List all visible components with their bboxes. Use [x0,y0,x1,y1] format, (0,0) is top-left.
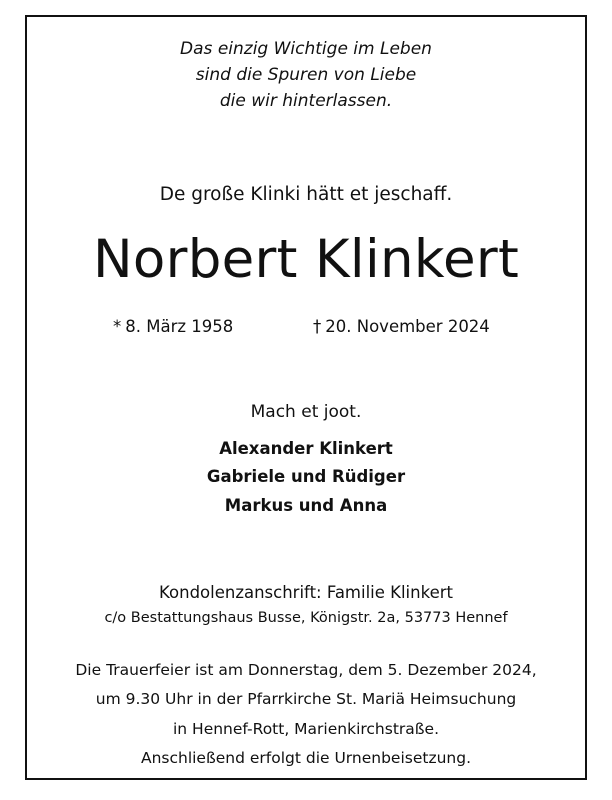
intro-text: De große Klinki hätt et jeschaff. [159,184,453,205]
service-line-3: in Hennef-Rott, Marienkirchstraße. [172,720,440,738]
life-dates [27,317,585,341]
service-line-4: Anschließend erfolgt die Urnenbeisetzung. [140,749,472,767]
motto-line-1: Das einzig Wichtige im Leben [180,39,432,59]
condolence-address: c/o Bestattungshaus Busse, Königstr. 2a, 53773 Hennef [104,610,508,626]
condolence-label: Kondolenzanschrift: Familie Klinkert [159,583,453,602]
service-line-1: Die Trauerfeier ist am Donnerstag, dem 5. Dezember 2024, [75,661,537,679]
obituary-frame [25,15,587,780]
family-member-1: Alexander Klinkert [219,439,393,458]
death-cross-icon: † [313,317,322,336]
death-date: 20. November 2024 [325,317,490,336]
deceased-name: Norbert Klinkert [92,229,520,290]
closing-text: Mach et joot. [250,402,362,422]
family-member-2: Gabriele und Rüdiger [206,467,406,486]
motto-line-2: sind die Spuren von Liebe [195,65,417,85]
death-date-group [313,317,490,336]
birth-star-icon: * [113,317,122,336]
birth-date-group [113,317,233,336]
family-member-3: Markus und Anna [224,496,388,515]
motto-line-3: die wir hinterlassen. [219,91,393,111]
birth-date: 8. März 1958 [125,317,234,336]
service-line-2: um 9.30 Uhr in der Pfarrkirche St. Mariä Heimsuchung [95,690,517,708]
